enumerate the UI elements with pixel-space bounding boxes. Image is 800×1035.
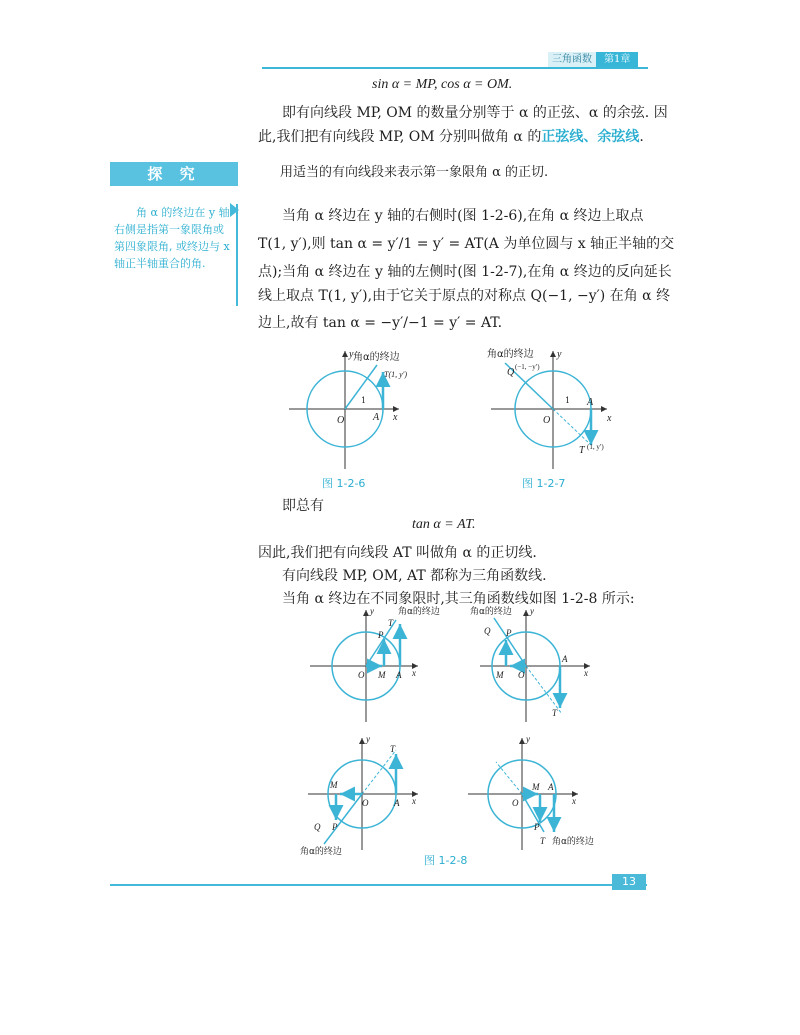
chapter-header xyxy=(548,52,646,68)
origin-label: O xyxy=(337,415,345,426)
point-A-label: A xyxy=(587,397,594,408)
label-P: P xyxy=(534,822,540,832)
label-M: M xyxy=(496,670,504,680)
point-Q-coordinates: (−1, −y′) xyxy=(515,363,540,371)
margin-note: 角 α 的终边在 y 轴右侧是指第一象限角或第四象限角, 或终边与 x 轴正半轴重合的角. xyxy=(114,204,238,306)
margin-note-arrow-icon xyxy=(230,203,239,217)
label-Q: Q xyxy=(314,822,321,832)
x-axis-label: x xyxy=(607,413,612,424)
label-T: T xyxy=(552,708,558,718)
paragraph-2-line-4: 线上取点 T(1, y′),由于它关于原点的对称点 Q(−1, −y′) 在角 α 终 xyxy=(258,288,671,304)
terminal-label: 角α的终边 xyxy=(300,847,342,857)
label-O: O xyxy=(362,798,369,808)
label-A: A xyxy=(548,782,554,792)
footer-rule xyxy=(110,884,647,886)
trig-lines-definition: 有向线段 MP, OM, AT 都称为三角函数线. xyxy=(282,568,547,584)
point-Q-label: Q xyxy=(507,367,515,378)
label-y: y xyxy=(370,606,374,616)
terminal-label: 角α的终边 xyxy=(470,607,512,617)
tangent-line-definition: 因此,我们把有向线段 AT 叫做角 α 的正切线. xyxy=(258,545,537,561)
paragraph-2-line-5: 边上,故有 tan α = −y′/−1 = y′ = AT. xyxy=(258,315,503,331)
label-A: A xyxy=(396,670,402,680)
terminal-side-label: 角α的终边 xyxy=(353,352,400,363)
unit-label: 1 xyxy=(565,396,571,405)
caption-figure-1-2-6: 图 1-2-6 xyxy=(322,477,366,490)
conclusion-intro: 即总有 xyxy=(282,498,324,514)
header-rule xyxy=(262,67,648,69)
paragraph-2-line-2: T(1, y′),则 tan α = y′/1 = y′ = AT(A 为单位圆与 x 轴正半轴的交 xyxy=(258,236,675,252)
label-y: y xyxy=(366,734,370,744)
label-P: P xyxy=(506,628,512,638)
label-y: y xyxy=(530,606,534,616)
label-A: A xyxy=(394,798,400,808)
paragraph-1-line-1: 即有向线段 MP, OM 的数量分别等于 α 的正弦、α 的余弦. 因 xyxy=(282,105,668,121)
label-Q: Q xyxy=(484,626,491,636)
figure-1-2-6 xyxy=(285,345,415,473)
quadrant-1-diagram xyxy=(310,605,440,722)
formula-tan: tan α = AT. xyxy=(412,517,476,532)
y-axis-label: y xyxy=(557,349,562,360)
quadrant-2-diagram xyxy=(470,605,590,722)
point-A-label: A xyxy=(373,412,380,423)
paragraph-1-line-2 xyxy=(258,124,644,150)
label-x: x xyxy=(412,668,416,678)
point-T-coordinates: (1, y′) xyxy=(587,443,604,451)
figure-1-2-8 xyxy=(300,604,630,859)
paragraph-2-line-3: 点);当角 α 终边在 y 轴的左侧时(图 1-2-7),在角 α 终边的反向延长 xyxy=(258,264,672,280)
point-T-label: T(1, y′) xyxy=(384,370,408,379)
label-O: O xyxy=(518,670,525,680)
highlight-sine-cosine-lines: 正弦线、余弦线 xyxy=(541,129,640,145)
page-number: 13 xyxy=(612,874,646,890)
paragraph-1-end: . xyxy=(639,129,644,145)
label-P: P xyxy=(378,630,384,640)
formula-sin-cos: sin α = MP, cos α = OM. xyxy=(372,77,513,92)
label-x: x xyxy=(412,796,416,806)
paragraph-1-text: 此,我们把有向线段 MP, OM 分别叫做角 α 的 xyxy=(258,129,542,145)
caption-figure-1-2-8: 图 1-2-8 xyxy=(424,854,468,867)
paragraph-2-line-1: 当角 α 终边在 y 轴的右侧时(图 1-2-6),在角 α 终边上取点 xyxy=(282,208,644,224)
label-y: y xyxy=(526,734,530,744)
terminal-label: 角α的终边 xyxy=(552,837,594,847)
label-M: M xyxy=(330,780,338,790)
label-O: O xyxy=(512,798,519,808)
explore-text: 用适当的有向线段来表示第一象限角 α 的正切. xyxy=(280,165,549,180)
label-M: M xyxy=(378,670,386,680)
label-P: P xyxy=(332,822,338,832)
y-axis-label: y xyxy=(349,349,354,360)
label-T: T xyxy=(540,836,546,846)
quadrant-3-diagram xyxy=(300,734,418,857)
chapter-title: 三角函数 xyxy=(548,52,596,68)
label-x: x xyxy=(584,668,588,678)
figure-1-2-7 xyxy=(487,345,617,473)
caption-figure-1-2-7: 图 1-2-7 xyxy=(522,477,566,490)
explore-label: 探 究 xyxy=(110,162,238,186)
terminal-label: 角α的终边 xyxy=(398,607,440,617)
label-T: T xyxy=(388,618,394,628)
quadrant-4-diagram xyxy=(468,734,594,850)
label-M: M xyxy=(532,782,540,792)
section-badge: 第1章 xyxy=(596,52,638,68)
quadrant-description: 当角 α 终边在不同象限时,其三角函数线如图 1-2-8 所示: xyxy=(282,591,635,607)
label-O: O xyxy=(358,670,365,680)
label-x: x xyxy=(572,796,576,806)
terminal-side-label: 角α的终边 xyxy=(487,349,534,360)
unit-label: 1 xyxy=(361,396,367,405)
label-T: T xyxy=(390,744,396,754)
x-axis-label: x xyxy=(393,412,398,423)
point-T-label: T xyxy=(579,445,585,456)
origin-label: O xyxy=(543,415,551,426)
label-A: A xyxy=(562,654,568,664)
reverse-extension xyxy=(553,409,591,445)
